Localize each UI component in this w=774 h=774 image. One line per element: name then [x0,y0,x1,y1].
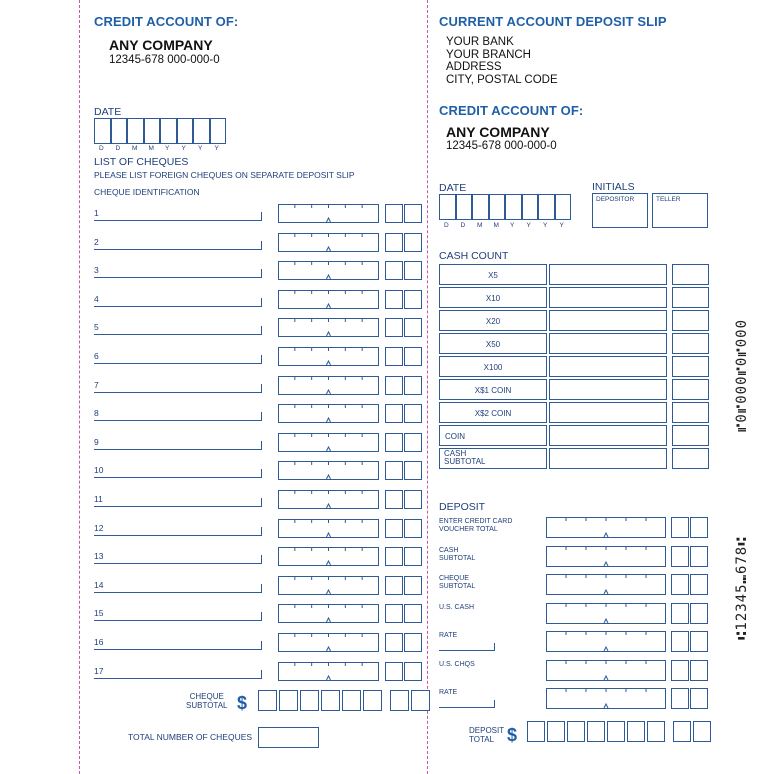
cheque-amount-field-ticks [278,204,379,223]
cheque-amount-field[interactable] [278,576,379,595]
cheque-id-line-end [261,584,262,593]
cheque-subtotal-digit-box[interactable] [390,690,409,711]
rate-input-line[interactable] [439,650,495,651]
teller-label: TELLER [656,196,681,203]
deposit-total-digit-box[interactable] [587,721,605,742]
left-date-format-letter: D [99,145,104,152]
cheque-subtotal-currency: $ [237,693,248,713]
bank-branch: YOUR BRANCH [446,48,531,61]
cheque-cents-box[interactable] [404,576,422,595]
cheque-row-number: 17 [94,665,104,676]
cheque-row-number: 5 [94,322,99,333]
right-date-format-letter: Y [510,222,515,229]
cheque-amount-field[interactable] [278,547,379,566]
cheque-cents-box[interactable] [385,490,403,509]
cheque-subtotal-label [186,692,228,710]
cash-amount-field[interactable] [549,402,667,423]
deposit-total-label-2: TOTAL [469,735,495,744]
cheque-subtotal-label-2: SUBTOTAL [186,701,228,710]
deposit-row-label-2: VOUCHER TOTAL [439,526,498,533]
left-account-number: 12345-678 000-000-0 [109,54,220,66]
cheque-amount-field-ticks [278,519,379,538]
rate-input-line-end [494,643,495,651]
cash-denomination-label: X100 [483,363,503,372]
deposit-amount-field[interactable] [546,574,666,595]
cheque-amount-field-ticks [278,233,379,252]
cash-denomination-label: X20 [485,317,501,326]
right-date-format-letter: D [460,222,466,229]
deposit-row-label [439,575,475,591]
cheque-cents-box[interactable] [385,376,403,395]
cheque-id-line-end [261,298,262,307]
right-account-number: 12345-678 000-000-0 [446,140,557,152]
cheque-id-line[interactable] [94,220,262,221]
depositor-label: DEPOSITOR [596,196,635,203]
right-company-name: ANY COMPANY [446,124,550,140]
cheque-cents-box[interactable] [404,204,422,223]
deposit-row-label-1: ENTER CREDIT CARD [439,518,513,525]
cheque-subtotal-digit-box[interactable] [258,690,277,711]
deposit-total-digit-box[interactable] [693,721,711,742]
cheque-subtotal-digit-box[interactable] [342,690,361,711]
left-date-box[interactable] [144,118,161,144]
deposit-cents-box[interactable] [671,660,689,681]
cheque-id-line-end [261,641,262,650]
deposit-total-digit-box[interactable] [607,721,625,742]
cheque-amount-field[interactable] [278,376,379,395]
cash-denomination-label: X$2 COIN [474,409,512,418]
cheque-cents-box[interactable] [385,633,403,652]
cash-denomination-label: X50 [485,340,501,349]
cash-denomination-label: COIN [445,432,465,441]
bank-city: CITY, POSTAL CODE [446,73,558,86]
cheque-row-number: 6 [94,351,99,361]
cheque-id-line[interactable] [94,249,262,250]
deposit-cents-box[interactable] [690,574,708,595]
cheque-cents-box[interactable] [385,233,403,252]
right-date-box[interactable] [555,194,572,220]
right-date-box[interactable] [489,194,506,220]
cheque-subtotal-digit-box[interactable] [279,690,298,711]
deposit-row-label [439,661,475,669]
cheque-id-line-end [261,212,262,221]
deposit-row-label-1: U.S. CASH [439,603,475,611]
total-cheques-field[interactable] [258,727,319,748]
cheque-id-line[interactable] [94,649,262,650]
cash-subtotal-label-1: CASH [444,449,467,458]
cheque-cents-box[interactable] [385,347,403,366]
cheque-row-number: 7 [94,379,99,390]
cash-amount-field[interactable] [549,356,667,377]
deposit-row-label-1: U.S. CHQS [439,660,475,668]
deposit-cents-box[interactable] [671,517,689,538]
cheque-id-line-end [261,527,262,536]
cheque-row-number: 12 [94,522,104,533]
cheque-cents-box[interactable] [404,290,422,309]
cash-amount-field[interactable] [549,264,667,285]
deposit-cents-box[interactable] [671,546,689,567]
cheque-id-line-end [261,498,262,507]
cheque-cents-box[interactable] [404,461,422,480]
cheque-cents-box[interactable] [385,662,403,681]
deposit-row-label [439,632,457,640]
micr-transit-line: ⑆12345⑉678⑆ [734,536,750,640]
cheque-cents-box[interactable] [385,604,403,623]
deposit-cents-box[interactable] [690,546,708,567]
deposit-amount-field[interactable] [546,517,666,538]
cheque-id-line-end [261,670,262,679]
cheque-id-line[interactable] [94,592,262,593]
cheque-id-line[interactable] [94,420,262,421]
left-company-name: ANY COMPANY [109,37,213,53]
cheque-amount-field[interactable] [278,662,379,681]
cheque-amount-field-ticks [278,633,379,652]
right-date-format-letter: Y [526,222,531,229]
deposit-cents-box[interactable] [690,517,708,538]
cheque-amount-field-ticks [278,376,379,395]
cheque-amount-field[interactable] [278,404,379,423]
bank-name: YOUR BANK [446,36,514,48]
cash-cents-field[interactable] [672,356,709,377]
cheque-amount-field[interactable] [278,290,379,309]
cheque-id-line[interactable] [94,535,262,536]
total-cheques-label: TOTAL NUMBER OF CHEQUES [128,732,253,742]
cheque-amount-field-ticks [278,547,379,566]
deposit-total-label-1: DEPOSIT [469,726,505,735]
cheque-cents-box[interactable] [404,376,422,395]
cheque-id-line-end [261,355,262,364]
cheque-id-line-end [261,412,262,421]
cheque-cents-box[interactable] [404,604,422,623]
cash-cents-field[interactable] [672,425,709,446]
cheque-cents-box[interactable] [404,404,422,423]
slip-title: CURRENT ACCOUNT DEPOSIT SLIP [439,14,667,29]
deposit-cents-box[interactable] [690,688,708,709]
cheque-subtotal-label-1: CHEQUE [189,692,224,701]
left-date-box[interactable] [127,118,144,144]
right-date-box[interactable] [522,194,539,220]
cheque-cents-box[interactable] [404,547,422,566]
cheque-amount-field-ticks [278,318,379,337]
cash-subtotal-label-2: SUBTOTAL [444,457,486,466]
deposit-row-label-2: SUBTOTAL [439,583,476,590]
deposit-amount-field[interactable] [546,688,666,709]
right-date-format-letter: Y [559,222,564,229]
cheque-amount-field[interactable] [278,604,379,623]
deposit-label: DEPOSIT [439,501,486,513]
cheque-cents-box[interactable] [385,461,403,480]
cheque-amount-field[interactable] [278,461,379,480]
left-date-format-letter: Y [165,145,170,152]
cash-cents-field[interactable] [672,264,709,285]
deposit-total-currency: $ [507,725,518,745]
cheque-id-line[interactable] [94,449,262,450]
cheque-row-number: 13 [94,551,104,562]
deposit-cents-box[interactable] [671,631,689,652]
cash-cents-field[interactable] [672,379,709,400]
cash-cents-field[interactable] [672,287,709,308]
cheque-row-number: 8 [94,408,99,419]
cash-amount-field[interactable] [549,379,667,400]
cheque-cents-box[interactable] [385,547,403,566]
cheque-id-line[interactable] [94,277,262,278]
deposit-cents-box[interactable] [690,631,708,652]
deposit-row-label [439,547,475,563]
right-date-format-letter: D [444,222,449,229]
cheque-id-line[interactable] [94,506,262,507]
cheque-row-number: 14 [94,579,104,590]
deposit-amount-field[interactable] [546,603,666,624]
bank-address-line: ADDRESS [446,61,502,73]
cheque-row-number: 10 [94,465,104,476]
deposit-amount-field-ticks [546,660,666,681]
cheque-amount-field-ticks [278,490,379,509]
deposit-row-label [439,518,512,534]
deposit-total-digit-box[interactable] [547,721,565,742]
deposit-amount-field-ticks [546,546,666,567]
cash-amount-field[interactable] [549,333,667,354]
cash-cents-field[interactable] [672,333,709,354]
cheque-cents-box[interactable] [385,404,403,423]
center-perforation [427,0,428,774]
deposit-row-label-1: CASH [439,546,459,554]
deposit-amount-field-ticks [546,574,666,595]
left-credit-title: CREDIT ACCOUNT OF: [94,14,239,29]
deposit-cents-box[interactable] [690,603,708,624]
deposit-amount-field-ticks [546,631,666,652]
cheque-amount-field-ticks [278,404,379,423]
deposit-cents-box[interactable] [671,603,689,624]
cheque-cents-box[interactable] [385,204,403,223]
deposit-row-label [439,604,474,612]
deposit-row-label-2: SUBTOTAL [439,554,476,562]
cash-amount-field[interactable] [549,310,667,331]
cheque-cents-box[interactable] [404,490,422,509]
deposit-row-label-1: RATE [439,632,458,639]
cheque-id-line-end [261,269,262,278]
deposit-total-digit-box[interactable] [567,721,585,742]
micr-account-line: ⑈0⑈000⑈0⑈000 [734,318,750,432]
deposit-amount-field[interactable] [546,546,666,567]
bank-address [446,36,558,86]
initials-label: INITIALS [592,181,635,193]
cheque-row-number: 15 [94,608,104,619]
teller-initials-field[interactable] [652,193,708,228]
cheque-amount-field[interactable] [278,519,379,538]
left-date-format-letter: D [115,145,121,152]
cheque-cents-box[interactable] [385,576,403,595]
cheque-amount-field[interactable] [278,490,379,509]
cheque-cents-box[interactable] [404,347,422,366]
cheque-id-line-end [261,469,262,478]
cheque-amount-field[interactable] [278,318,379,337]
cheque-cents-box[interactable] [404,433,422,452]
cheque-cents-box[interactable] [404,633,422,652]
cheque-amount-field-ticks [278,604,379,623]
cash-denomination-label: X$1 COIN [474,386,512,395]
cheque-cents-box[interactable] [385,433,403,452]
cheque-amount-field-ticks [278,576,379,595]
cheque-amount-field[interactable] [278,204,379,223]
cheque-id-line[interactable] [94,620,262,621]
right-date-format-letter: Y [543,222,548,229]
cheque-id-line-end [261,612,262,621]
deposit-amount-field-ticks [546,517,666,538]
cheque-amount-field[interactable] [278,347,379,366]
cheque-id-line-end [261,555,262,564]
right-date-box[interactable] [456,194,473,220]
cheque-row-number: 9 [94,436,99,447]
cash-amount-field[interactable] [549,287,667,308]
cheque-amount-field[interactable] [278,261,379,280]
cheque-row-number: 3 [94,265,99,276]
cash-count-label: CASH COUNT [439,250,509,262]
cheque-cents-box[interactable] [385,519,403,538]
cheque-amount-field-ticks [278,433,379,452]
left-date-format-letter: M [132,145,138,152]
list-note: PLEASE LIST FOREIGN CHEQUES ON SEPARATE DEPOSIT SLIP [94,170,355,180]
right-date-box[interactable] [505,194,522,220]
right-date-box[interactable] [472,194,489,220]
cash-subtotal-amount-field[interactable] [549,448,667,469]
deposit-row-label-1: CHEQUE [439,575,469,582]
rate-input-line[interactable] [439,707,495,708]
right-date-format-letter: M [493,222,499,229]
cheque-id-line-end [261,384,262,393]
cheque-amount-field-ticks [278,662,379,681]
deposit-cents-box[interactable] [671,688,689,709]
cheque-row-number: 2 [94,236,99,247]
cheque-cents-box[interactable] [404,519,422,538]
cheque-id-line[interactable] [94,477,262,478]
deposit-total-digit-box[interactable] [647,721,665,742]
right-date-label: DATE [439,182,467,194]
left-date-format-letter: Y [214,145,219,152]
left-date-format-letter: M [148,145,154,152]
cheque-row-number: 16 [94,637,104,647]
cash-denomination-label: X10 [485,294,501,303]
cheque-row-number: 4 [94,293,99,304]
left-date-box[interactable] [210,118,227,144]
cheque-id-line[interactable] [94,306,262,307]
cheque-id-line[interactable] [94,678,262,679]
cheque-subtotal-digit-box[interactable] [411,690,430,711]
cheque-subtotal-digit-box[interactable] [363,690,382,711]
cheque-id-line[interactable] [94,334,262,335]
left-date-label: DATE [94,106,122,118]
cash-cents-field[interactable] [672,402,709,423]
cheque-subtotal-digit-box[interactable] [321,690,340,711]
cash-subtotal-cents-field[interactable] [672,448,709,469]
cheque-cents-box[interactable] [385,261,403,280]
cheque-id-line[interactable] [94,392,262,393]
cash-subtotal-label [444,450,486,466]
cheque-id-line[interactable] [94,563,262,564]
cheque-cents-box[interactable] [385,318,403,337]
deposit-amount-field[interactable] [546,660,666,681]
deposit-total-digit-box[interactable] [627,721,645,742]
deposit-row-label-1: RATE [439,689,458,696]
left-date-box[interactable] [94,118,111,144]
deposit-total-label [469,726,504,744]
deposit-amount-field-ticks [546,688,666,709]
cheque-subtotal-digit-box[interactable] [300,690,319,711]
cash-amount-field[interactable] [549,425,667,446]
cash-denomination-label: X5 [488,271,498,280]
left-perforation [79,0,80,774]
deposit-amount-field-ticks [546,603,666,624]
left-date-format-letter: Y [198,145,203,152]
deposit-amount-field[interactable] [546,631,666,652]
right-date-format-letter: M [477,222,483,229]
cheque-id-line-end [261,441,262,450]
cheque-cents-box[interactable] [404,233,422,252]
rate-input-line-end [494,700,495,708]
cheque-row-number: 11 [94,494,103,504]
cheque-amount-field-ticks [278,261,379,280]
cheque-id-label: CHEQUE IDENTIFICATION [94,187,200,197]
deposit-total-digit-box[interactable] [673,721,691,742]
deposit-total-digit-box[interactable] [527,721,545,742]
cheque-cents-box[interactable] [404,662,422,681]
depositor-initials-field[interactable] [592,193,648,228]
left-date-format-letter: Y [181,145,186,152]
deposit-row-label [439,689,457,697]
cheque-cents-box[interactable] [404,318,422,337]
left-date-box[interactable] [193,118,210,144]
left-date-box[interactable] [177,118,194,144]
cheque-id-line[interactable] [94,363,262,364]
left-date-box[interactable] [111,118,128,144]
cheque-cents-box[interactable] [404,261,422,280]
cheque-amount-field-ticks [278,290,379,309]
list-of-cheques-title: LIST OF CHEQUES [94,156,189,168]
cheque-row-number: 1 [94,208,99,218]
deposit-cents-box[interactable] [690,660,708,681]
cheque-id-line-end [261,326,262,335]
left-date-box[interactable] [160,118,177,144]
cheque-amount-field[interactable] [278,233,379,252]
cheque-amount-field[interactable] [278,633,379,652]
cheque-amount-field-ticks [278,461,379,480]
cheque-cents-box[interactable] [385,290,403,309]
right-credit-title: CREDIT ACCOUNT OF: [439,103,584,118]
right-date-box[interactable] [439,194,456,220]
cheque-amount-field[interactable] [278,433,379,452]
deposit-cents-box[interactable] [671,574,689,595]
cheque-amount-field-ticks [278,347,379,366]
cash-cents-field[interactable] [672,310,709,331]
right-date-box[interactable] [538,194,555,220]
cheque-id-line-end [261,241,262,250]
